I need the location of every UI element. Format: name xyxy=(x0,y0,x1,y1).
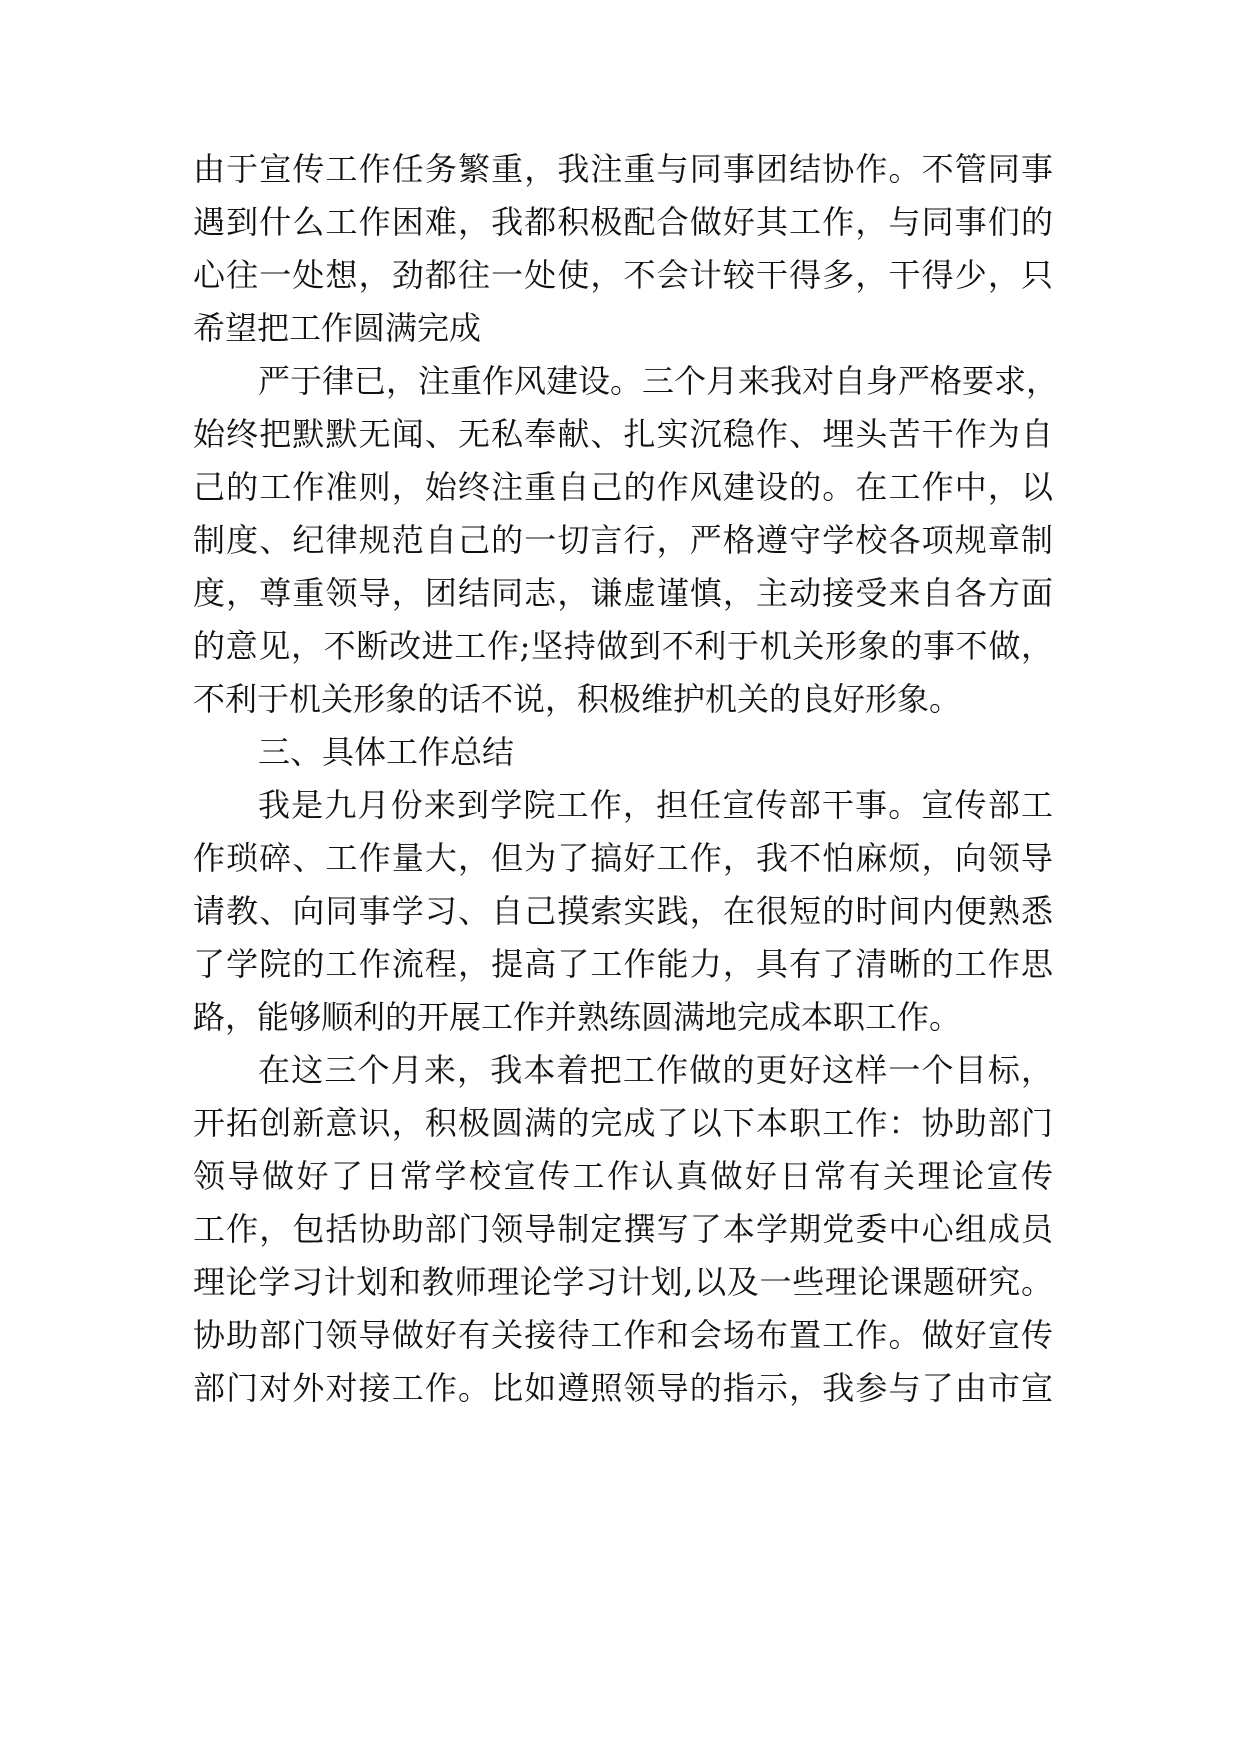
text-line: 希望把工作圆满完成 xyxy=(193,309,482,347)
text-line: 路，能够顺利的开展工作并熟练圆满地完成本职工作。 xyxy=(193,998,962,1036)
text-line: 始终把默默无闻、无私奉献、扎实沉稳作、埋头苦干作为自 xyxy=(193,415,1053,453)
text-line: 由于宣传工作任务繁重，我注重与同事团结协作。不管同事 xyxy=(193,150,1053,188)
text-line: 遇到什么工作困难，我都积极配合做好其工作，与同事们的 xyxy=(193,203,1053,241)
text-line: 开拓创新意识，积极圆满的完成了以下本职工作：协助部门 xyxy=(193,1104,1053,1142)
text-line: 制度、纪律规范自己的一切言行，严格遵守学校各项规章制 xyxy=(193,521,1053,559)
text-line: 心往一处想，劲都往一处使，不会计较干得多，干得少，只 xyxy=(193,256,1053,294)
text-line: 部门对外对接工作。比如遵照领导的指示，我参与了由市宣 xyxy=(193,1369,1053,1407)
section-heading: 三、具体工作总结 xyxy=(258,733,515,771)
text-line: 作琐碎、工作量大，但为了搞好工作，我不怕麻烦，向领导 xyxy=(193,839,1053,877)
text-line: 理论学习计划和教师理论学习计划,以及一些理论课题研究。 xyxy=(193,1263,1053,1301)
text-line: 不利于机关形象的话不说，积极维护机关的良好形象。 xyxy=(193,680,962,718)
text-line: 了学院的工作流程，提高了工作能力，具有了清晰的工作思 xyxy=(193,945,1053,983)
text-line: 己的工作准则，始终注重自己的作风建设的。在工作中，以 xyxy=(193,468,1053,506)
text-line: 请教、向同事学习、自己摸索实践，在很短的时间内便熟悉 xyxy=(193,892,1053,930)
text-line: 领导做好了日常学校宣传工作认真做好日常有关理论宣传 xyxy=(193,1157,1053,1195)
paragraph-first-line: 严于律已，注重作风建设。三个月来我对自身严格要求， xyxy=(258,362,1059,400)
text-line: 协助部门领导做好有关接待工作和会场布置工作。做好宣传 xyxy=(193,1316,1053,1354)
text-line: 度，尊重领导，团结同志，谦虚谨慎，主动接受来自各方面 xyxy=(193,574,1053,612)
text-line: 工作，包括协助部门领导制定撰写了本学期党委中心组成员 xyxy=(193,1210,1053,1248)
paragraph-first-line: 我是九月份来到学院工作，担任宣传部干事。宣传部工 xyxy=(258,786,1053,824)
paragraph-first-line: 在这三个月来，我本着把工作做的更好这样一个目标， xyxy=(258,1051,1053,1089)
text-line: 的意见，不断改进工作;坚持做到不利于机关形象的事不做， xyxy=(193,627,1053,665)
